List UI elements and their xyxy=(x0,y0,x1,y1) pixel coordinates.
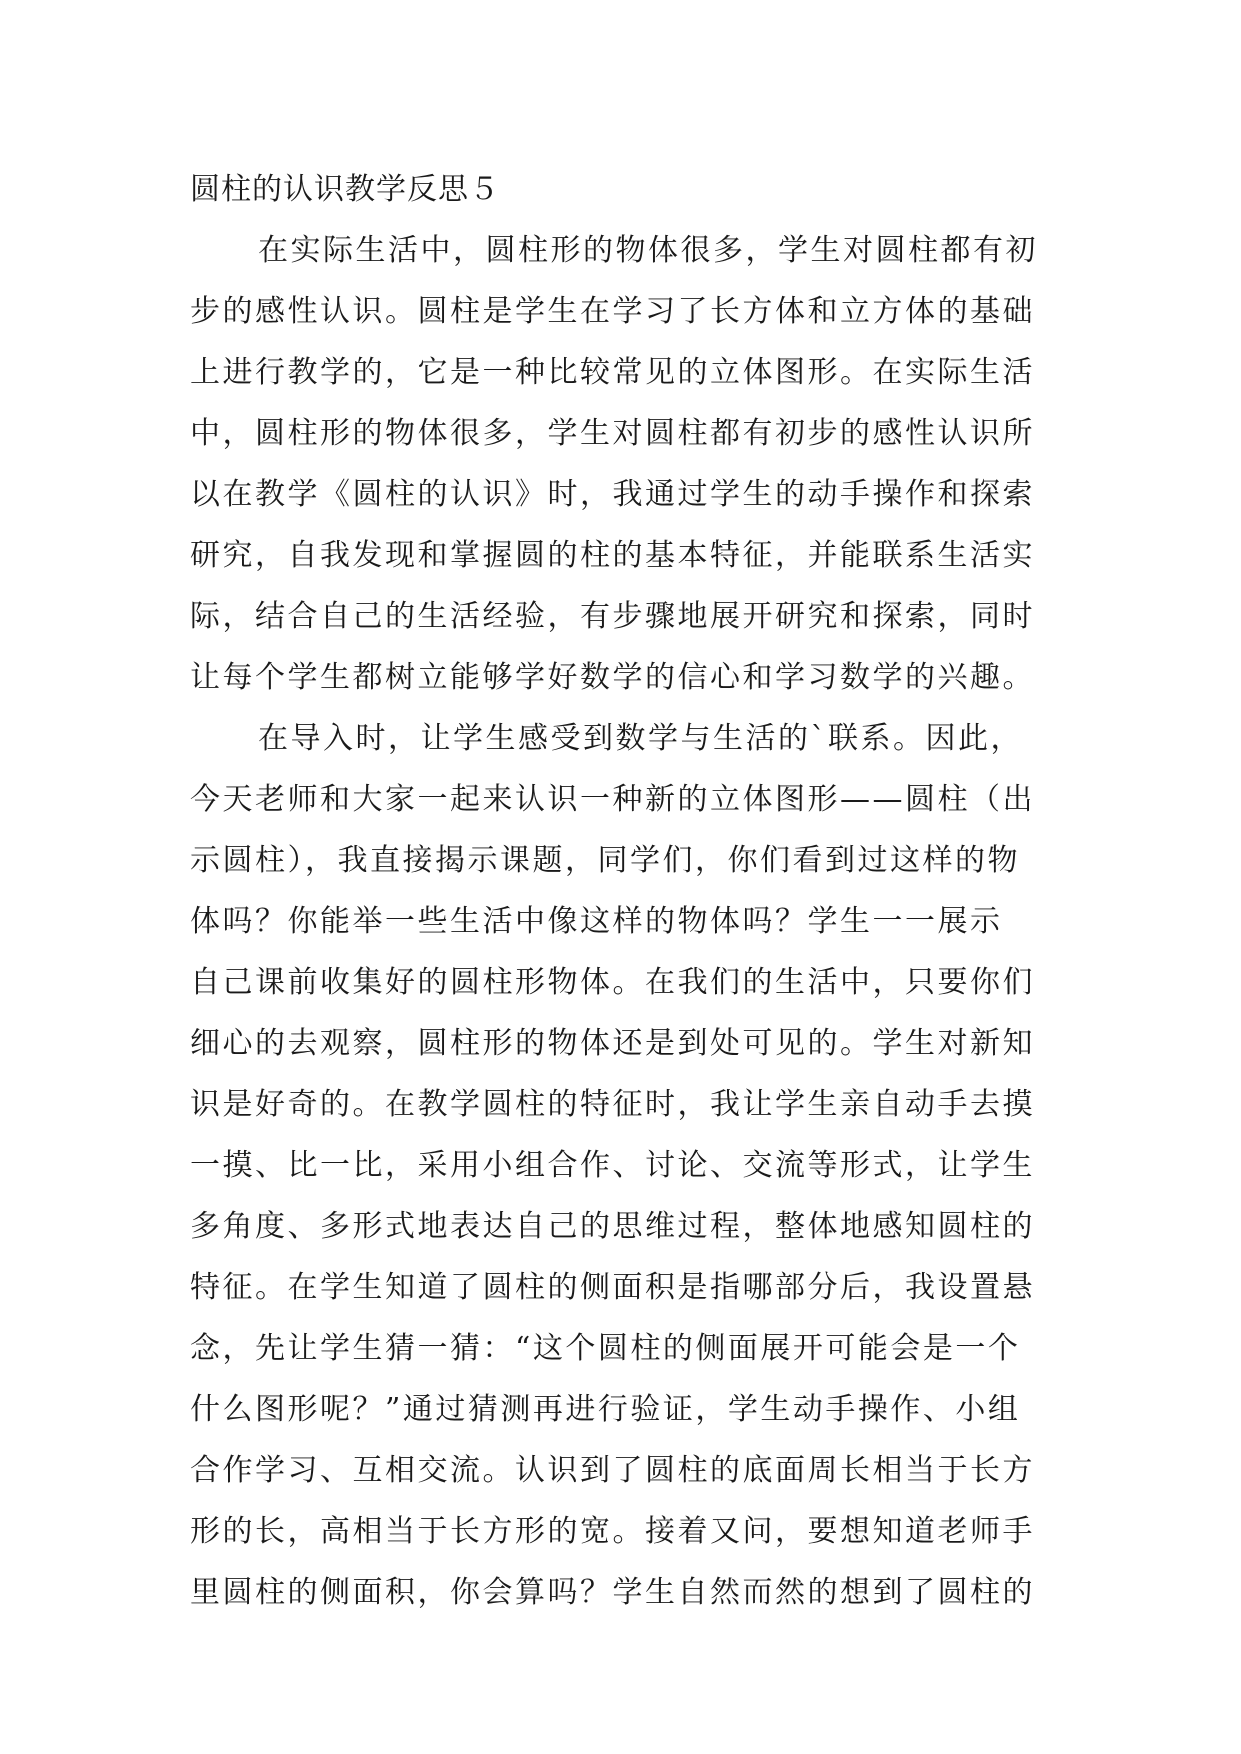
paragraph-1 xyxy=(190,220,1070,708)
paragraph-line: 形的长，高相当于长方形的宽。接着又问，要想知道老师手 xyxy=(190,1514,1035,1549)
paragraph-line: 让每个学生都树立能够学好数学的信心和学习数学的兴趣。 xyxy=(190,660,1035,695)
paragraph-line: 在实际生活中，圆柱形的物体很多，学生对圆柱都有初 xyxy=(258,233,1038,268)
paragraph-line: 研究，自我发现和掌握圆的柱的基本特征，并能联系生活实 xyxy=(190,538,1035,573)
document-body xyxy=(190,159,1070,1623)
paragraph-line: 多角度、多形式地表达自己的思维过程，整体地感知圆柱的 xyxy=(190,1209,1035,1244)
paragraph-line: 里圆柱的侧面积，你会算吗？学生自然而然的想到了圆柱的 xyxy=(190,1575,1035,1610)
document-title: 圆柱的认识教学反思５ xyxy=(190,172,500,207)
paragraph-line: 自己课前收集好的圆柱形物体。在我们的生活中，只要你们 xyxy=(190,965,1035,1000)
paragraph-line: 细心的去观察，圆柱形的物体还是到处可见的。学生对新知 xyxy=(190,1026,1035,1061)
paragraph-line: 今天老师和大家一起来认识一种新的立体图形——圆柱（出 xyxy=(190,782,1035,817)
paragraph-line: 一摸、比一比，采用小组合作、讨论、交流等形式，让学生 xyxy=(190,1148,1035,1183)
paragraph-line: 步的感性认识。圆柱是学生在学习了长方体和立方体的基础 xyxy=(190,294,1035,329)
paragraph-line: 识是好奇的。在教学圆柱的特征时，我让学生亲自动手去摸 xyxy=(190,1087,1035,1122)
paragraph-2 xyxy=(190,708,1070,1623)
paragraph-line: 以在教学《圆柱的认识》时，我通过学生的动手操作和探索 xyxy=(190,477,1035,512)
paragraph-line: 念，先让学生猜一猜：“这个圆柱的侧面展开可能会是一个 xyxy=(190,1331,1021,1366)
paragraph-line: 在导入时，让学生感受到数学与生活的`联系。因此， xyxy=(258,721,1023,756)
paragraph-line: 什么图形呢？”通过猜测再进行验证，学生动手操作、小组 xyxy=(190,1392,1021,1427)
paragraph-line: 上进行教学的，它是一种比较常见的立体图形。在实际生活 xyxy=(190,355,1035,390)
paragraph-line: 际，结合自己的生活经验，有步骤地展开研究和探索，同时 xyxy=(190,599,1035,634)
paragraph-line: 合作学习、互相交流。认识到了圆柱的底面周长相当于长方 xyxy=(190,1453,1035,1488)
paragraph-line: 中，圆柱形的物体很多，学生对圆柱都有初步的感性认识所 xyxy=(190,416,1035,451)
paragraph-line: 示圆柱），我直接揭示课题，同学们，你们看到过这样的物 xyxy=(190,843,1020,878)
paragraph-line: 体吗？你能举一些生活中像这样的物体吗？学生一一展示 xyxy=(190,904,1003,939)
paragraph-line: 特征。在学生知道了圆柱的侧面积是指哪部分后，我设置悬 xyxy=(190,1270,1035,1305)
